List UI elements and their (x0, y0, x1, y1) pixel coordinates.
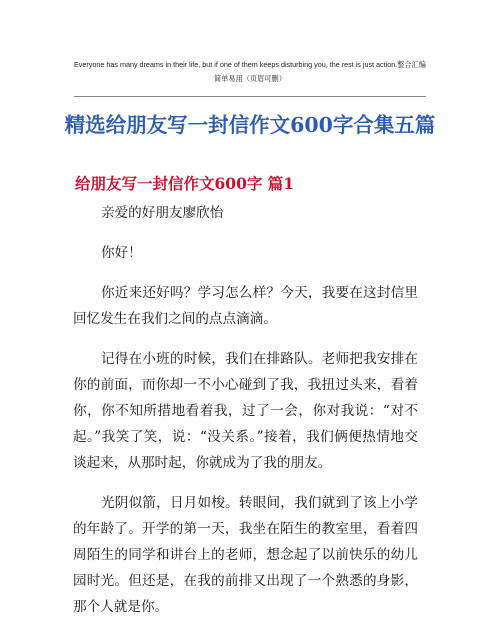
header-divider (74, 96, 426, 97)
header-quote: Everyone has many dreams in their life, but if one of them keeps disturbing you, the rest is just action.整合汇编 (74, 60, 426, 69)
body-paragraph: 你近来还好吗？学习怎么样？今天，我要在这封信里回忆发生在我们之间的点点滴滴。 (73, 285, 418, 327)
header-note: 简单易用（页眉可删） (214, 74, 286, 83)
page-header (0, 60, 500, 84)
document-title: 精选给朋友写一封信作文600字合集五篇 (64, 113, 436, 137)
section-heading: 给朋友写一封信作文600字 篇1 (75, 174, 295, 193)
body-paragraph: 光阴似箭，日月如梭。转眼间，我们就到了该上小学的年龄了。开学的第一天，我坐在陌生的教室里，看着四周陌生的同学和讲台上的老师，想念起了以前快乐的幼儿园时光。但还是，在我的前排又出现了一个熟悉的身影，那个人就是你。 (73, 495, 418, 615)
body-paragraph: 记得在小班的时候，我们在排路队。老师把我安排在你的前面，而你却一不小心碰到了我，我扭过头来，看着你，你不知所措地看着我，过了一会，你对我说：“对不起。”我笑了笑，说：“没关系。”接着，我们俩便热情地交谈起来，从那时起，你就成为了我的朋友。 (73, 351, 418, 471)
greeting: 你好！ (101, 245, 142, 261)
salutation: 亲爱的好朋友廖欣怡 (101, 205, 224, 221)
letter-body (73, 200, 418, 634)
